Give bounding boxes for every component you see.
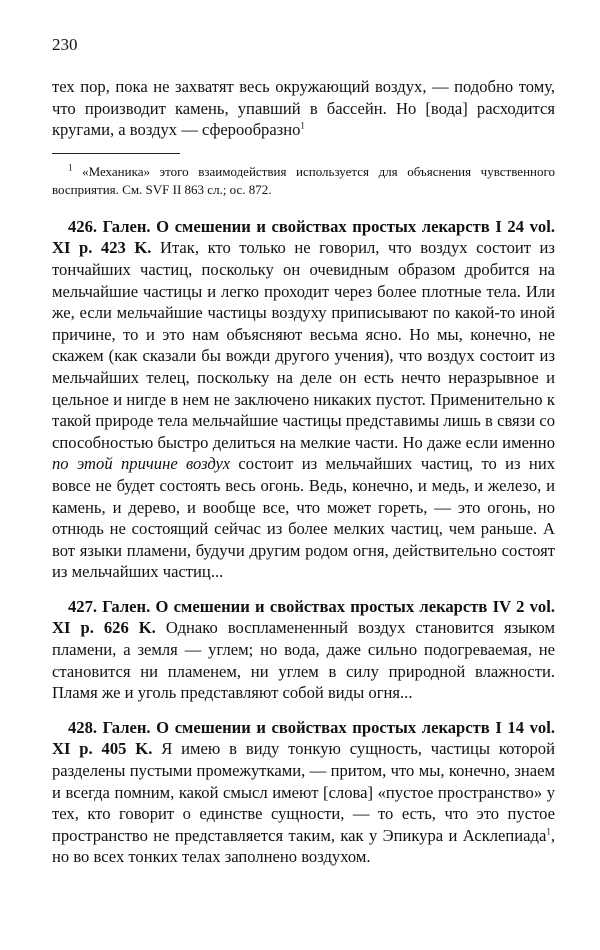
entry-427-text: Однако воспламененный воздух становится языком пламени, а земля — углем; но вода, даже сильно подогреваемая, не становится ни пламенем, ни углем в силу природной влажности. Пламя же и уголь представляют собой виды огня... xyxy=(52,618,555,703)
page-number: 230 xyxy=(52,35,78,54)
footnote xyxy=(52,163,555,199)
entry-426-text-b: состоит из мельчайших частиц, то из них вовсе не будет состоять весь огонь. Ведь, конечно, и медь, и железо, и камень, и дерево, и вообще все, что может гореть, — это огонь, но отнюдь не состоящий сейчас из более мелких частиц, чем раньше. А вот языки пламени, будучи другим родом огня, действительно состоят из мельчайших частиц... xyxy=(52,454,555,582)
footnote-mark: 1 xyxy=(68,162,73,173)
entry-428 xyxy=(52,717,555,868)
entry-428-note-ref: 1 xyxy=(546,826,551,837)
entry-428-text-b: , но во всех тонких телах заполнено воздухом. xyxy=(52,825,555,867)
entry-426-italic: по этой причине воздух xyxy=(52,454,231,474)
entry-426 xyxy=(52,216,555,583)
entry-428-text-a: Я имею в виду тонкую сущность, частицы которой разделены пустыми промежутками, — притом, что мы, конечно, знаем и всегда помним, какой смысл имеют [слова] «пустое пространство» у тех, кто говорит о единстве сущности, — то есть, что это пустое пространство не представляется таким, как у Эпикура и Асклепиада xyxy=(52,739,555,845)
entry-427-heading: 427. Гален. О смешении и свойствах простых лекарств IV 2 vol. XI p. 626 K. xyxy=(52,596,555,638)
footnote-reference: 1 xyxy=(300,120,305,131)
footnote-divider xyxy=(52,153,180,154)
intro-text: тех пор, пока не захватят весь окружающий воздух, — подобно тому, что производит камень, упавший в бассейн. Но [вода] расходится кругами, а воздух — сферообразно xyxy=(52,77,555,140)
document-page xyxy=(52,34,555,868)
entry-426-heading: 426. Гален. О смешении и свойствах простых лекарств I 24 vol. XI p. 423 K. xyxy=(52,216,555,258)
footnote-text: «Механика» этого взаимодействия используется для объяснения чувственного восприятия. См. SVF II 863 сл.; ос. 872. xyxy=(52,163,555,197)
intro-paragraph xyxy=(52,76,555,141)
entry-427 xyxy=(52,596,555,704)
entry-428-heading: 428. Гален. О смешении и свойствах простых лекарств I 14 vol. XI p. 405 K. xyxy=(52,717,555,759)
entry-426-text-a: Итак, кто только не говорил, что воздух состоит из тончайших частиц, поскольку он очевидным образом дробится на мельчайшие частицы и легко проходит через более плотные тела. Или же, если мельчайшие частицы воздуху приписывают по какой-то иной причине, то и это нам объясняют весьма ясно. Но мы, конечно, не скажем (как сказали бы вожди другого учения), что воздух состоит из мельчайших телец, поскольку на деле он есть нечто неразрывное и цельное и нигде в нем не заключено никаких пустот. Применительно к такой природе тела мельчайшие частицы представимы лишь в связи со способностью быстро делиться на мелкие части. Но даже если именно xyxy=(52,238,555,452)
